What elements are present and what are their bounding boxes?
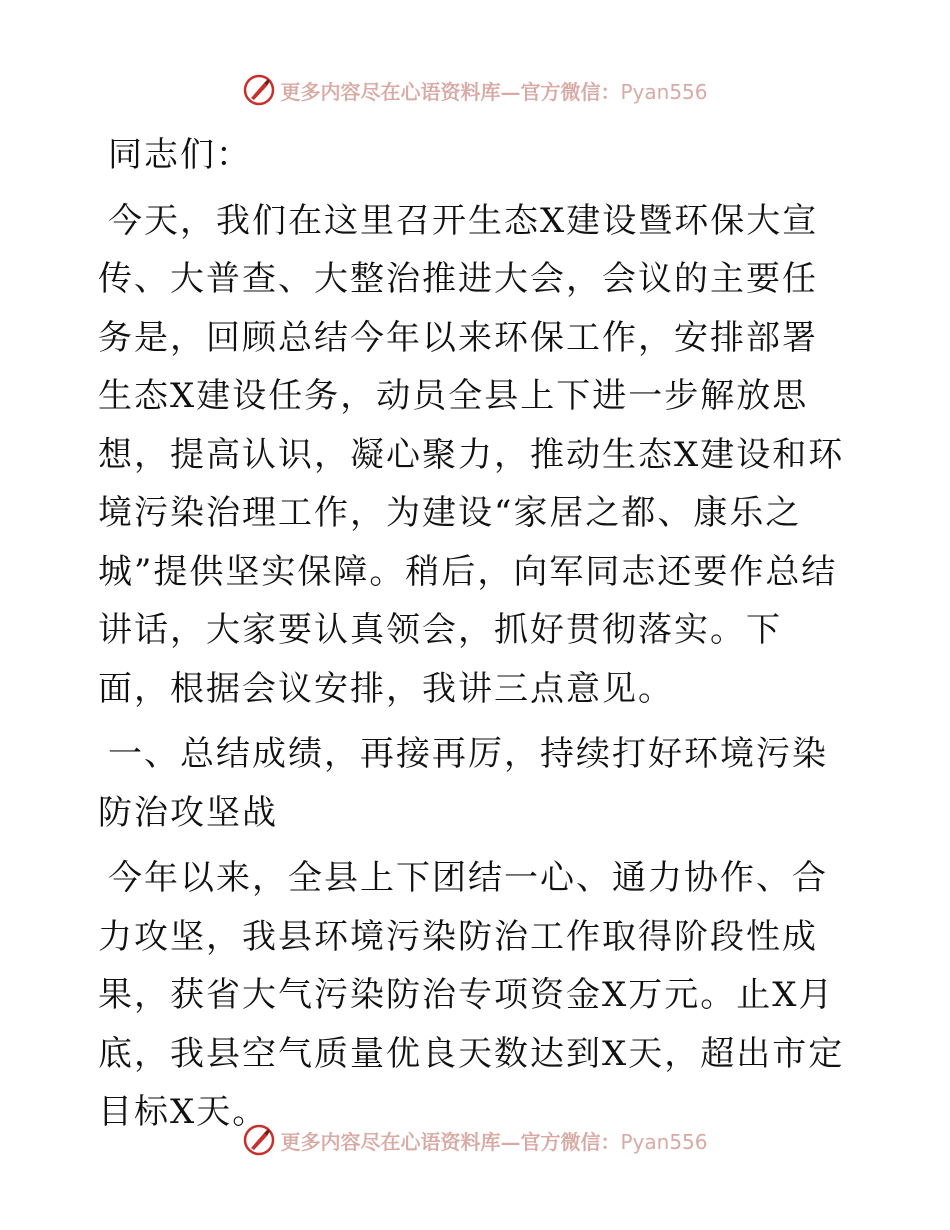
paragraph-achievements: 今年以来，全县上下团结一心、通力协作、合力攻坚，我县环境污染防治工作取得阶段性成果，获省大气污染防治专项资金X万元。止X月底，我县空气质量优良天数达到X天，超出市定目标X天。	[98, 858, 845, 1132]
wechat-id: Pyan556	[620, 1129, 708, 1154]
pen-seal-icon	[242, 1123, 276, 1157]
greeting: 同志们：	[108, 135, 252, 175]
document-body	[98, 126, 850, 1149]
watermark-text: 更多内容尽在心语资料库—官方微信：Pyan556	[280, 79, 708, 104]
watermark-text: 更多内容尽在心语资料库—官方微信：Pyan556	[280, 1129, 708, 1154]
paragraph-intro: 今天，我们在这里召开生态X建设暨环保大宣传、大普查、大整治推进大会，会议的主要任务是，回顾总结今年以来环保工作，安排部署生态X建设任务，动员全县上下进一步解放思想，提高认识，凝心聚力，推动生态X建设和环境污染治理工作，为建设“家居之都、康乐之城”提供坚实保障。稍后，向军同志还要作总结讲话，大家要认真领会，抓好贯彻落实。下面，根据会议安排，我讲三点意见。	[98, 200, 845, 709]
section-heading-1: 一、总结成绩，再接再厉，持续打好环境污染防治攻坚战	[98, 734, 828, 833]
watermark-banner-bottom	[0, 1120, 950, 1160]
wechat-id: Pyan556	[620, 79, 708, 104]
pen-seal-icon	[242, 73, 276, 107]
watermark-banner-top	[0, 70, 950, 110]
